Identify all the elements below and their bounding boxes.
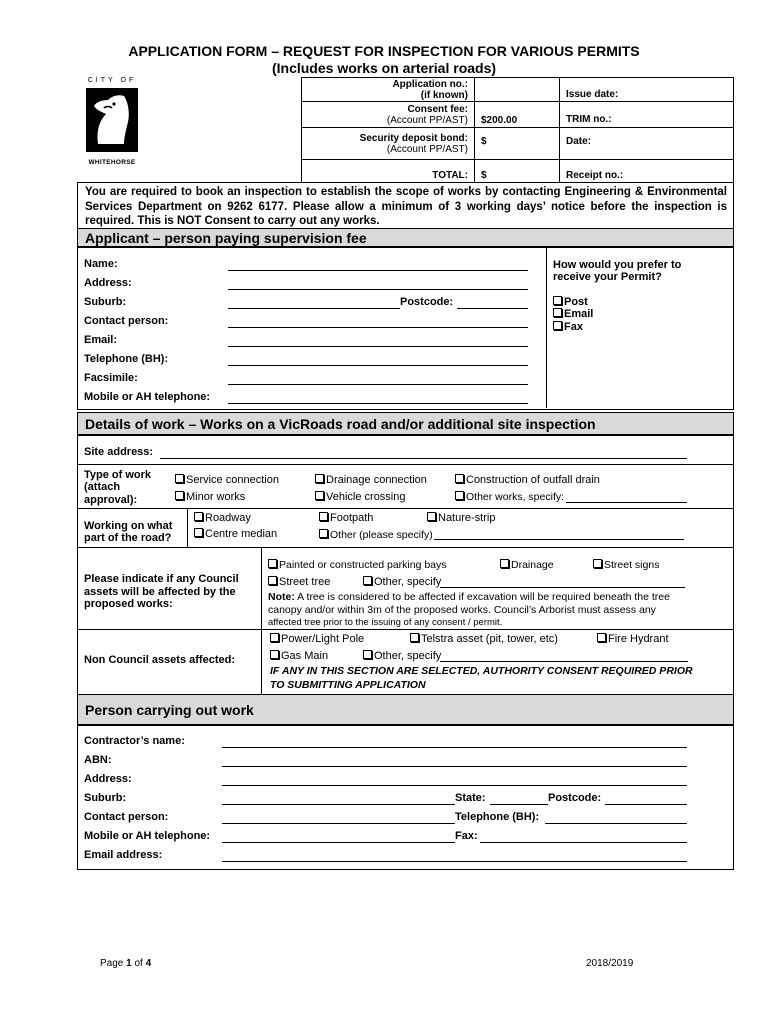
contractor-email-label: Email address: bbox=[84, 849, 163, 861]
other-works-field[interactable] bbox=[566, 502, 687, 503]
applicant-heading-bar bbox=[77, 228, 734, 248]
type-label-2: (attach bbox=[84, 481, 121, 493]
contractor-address-field[interactable] bbox=[222, 785, 687, 786]
telstra-option[interactable]: Telstra asset (pit, tower, etc) bbox=[410, 633, 558, 645]
site-address-field[interactable] bbox=[160, 458, 687, 459]
total-label: TOTAL: bbox=[432, 169, 468, 181]
contractor-postcode-field[interactable] bbox=[605, 804, 687, 805]
road-part-label-1: Working on what bbox=[84, 520, 173, 532]
divider bbox=[78, 508, 733, 509]
type-label-1: Type of work bbox=[84, 469, 152, 481]
notice-text: You are required to book an inspection to establish the scope of works by contacting Engineering & Environmental Services Department on 9262 6177. Please allow a minimum of 3 working days’ notice before the inspection is required. This is NOT Consent to carry out any works. bbox=[85, 186, 727, 227]
receipt-no-label: Receipt no.: bbox=[566, 169, 624, 181]
email-label: Email: bbox=[84, 334, 118, 346]
email-option[interactable] bbox=[553, 308, 593, 320]
council-assets-label-3: proposed works: bbox=[84, 598, 173, 610]
non-council-label: Non Council assets affected: bbox=[84, 654, 235, 666]
post-label: Post bbox=[564, 296, 588, 308]
drainage-connection-option[interactable]: Drainage connection bbox=[315, 474, 427, 486]
fax-label: Fax bbox=[564, 321, 583, 333]
centre-median-option[interactable]: Centre median bbox=[194, 528, 277, 540]
contractor-suburb-label: Suburb: bbox=[84, 792, 127, 804]
footpath-option[interactable]: Footpath bbox=[319, 512, 373, 524]
logo-bottom-text: WHITEHORSE bbox=[88, 159, 136, 166]
tree-note-1: Note: A tree is considered to be affected if excavation will be required beneath the tree bbox=[268, 591, 670, 603]
fax-checkbox[interactable] bbox=[553, 321, 562, 330]
mobile-field[interactable] bbox=[228, 403, 528, 404]
roadway-option[interactable]: Roadway bbox=[194, 512, 251, 524]
parking-bays-option[interactable]: Painted or constructed parking bays bbox=[268, 559, 447, 571]
council-assets-label-2: assets will be affected by the bbox=[84, 586, 236, 598]
contractor-fax-field[interactable] bbox=[480, 842, 687, 843]
type-label-3: approval): bbox=[84, 494, 138, 506]
address-label: Address: bbox=[84, 277, 132, 289]
details-heading-bar bbox=[77, 412, 734, 436]
office-use-table bbox=[301, 77, 734, 183]
form-year: 2018/2019 bbox=[586, 958, 634, 969]
contractor-contact-label: Contact person: bbox=[84, 811, 169, 823]
post-checkbox[interactable] bbox=[553, 296, 562, 305]
email-field[interactable] bbox=[228, 346, 528, 347]
fire-hydrant-option[interactable]: Fire Hydrant bbox=[597, 633, 669, 645]
facsimile-label: Facsimile: bbox=[84, 372, 138, 384]
if-known-label: (if known) bbox=[420, 89, 468, 101]
page-number: Page 1 of 4 bbox=[100, 958, 152, 969]
application-no-label: Application no.: bbox=[392, 78, 468, 90]
power-pole-option[interactable]: Power/Light Pole bbox=[270, 633, 364, 645]
security-bond-label: Security deposit bond: bbox=[359, 132, 468, 144]
applicant-heading: Applicant – person paying supervision fee bbox=[85, 230, 367, 246]
minor-works-option[interactable]: Minor works bbox=[175, 491, 245, 503]
details-heading: Details of work – Works on a VicRoads road and/or additional site inspection bbox=[85, 416, 596, 432]
application-no-field[interactable] bbox=[475, 78, 560, 102]
issue-date-label: Issue date: bbox=[566, 89, 619, 100]
form-subtitle: (Includes works on arterial roads) bbox=[271, 60, 497, 76]
nature-strip-option[interactable]: Nature-strip bbox=[427, 512, 495, 524]
account-label: (Account PP/AST) bbox=[386, 114, 468, 126]
divider bbox=[78, 547, 733, 548]
consent-fee-label: Consent fee: bbox=[407, 103, 468, 115]
address-field[interactable] bbox=[228, 289, 528, 290]
contractor-heading-bar bbox=[77, 694, 734, 726]
total-dollar: $ bbox=[481, 169, 487, 181]
abn-label: ABN: bbox=[84, 754, 112, 766]
vehicle-crossing-option[interactable]: Vehicle crossing bbox=[315, 491, 406, 503]
contact-person-label: Contact person: bbox=[84, 315, 169, 327]
contractor-telephone-field[interactable] bbox=[545, 823, 687, 824]
contractor-name-field[interactable] bbox=[222, 747, 687, 748]
service-connection-option[interactable]: Service connection bbox=[175, 474, 279, 486]
tree-note-3: affected tree prior to the issuing of any consent / permit. bbox=[268, 617, 503, 628]
drainage-option[interactable]: Drainage bbox=[500, 559, 554, 571]
other-council-field[interactable] bbox=[440, 587, 685, 588]
fax-option[interactable] bbox=[553, 321, 583, 333]
permit-question-2: receive your Permit? bbox=[553, 271, 662, 283]
contractor-contact-field[interactable] bbox=[222, 823, 455, 824]
contractor-postcode-label: Postcode: bbox=[548, 792, 602, 804]
divider bbox=[261, 548, 262, 694]
other-non-council-field[interactable] bbox=[440, 661, 688, 662]
outfall-drain-option[interactable]: Construction of outfall drain bbox=[455, 474, 600, 486]
divider bbox=[78, 629, 733, 630]
street-signs-option[interactable]: Street signs bbox=[593, 559, 659, 571]
contractor-address-label: Address: bbox=[84, 773, 132, 785]
road-part-label-2: part of the road? bbox=[84, 532, 172, 544]
other-council-option[interactable]: Other, specify bbox=[363, 576, 441, 588]
contractor-mobile-label: Mobile or AH telephone: bbox=[84, 830, 211, 842]
email-checkbox[interactable] bbox=[553, 308, 562, 317]
logo-top-text: CITY OF bbox=[87, 77, 137, 84]
abn-field[interactable] bbox=[222, 766, 687, 767]
email-option-label: Email bbox=[564, 308, 594, 320]
contractor-mobile-field[interactable] bbox=[222, 842, 455, 843]
contractor-heading: Person carrying out work bbox=[85, 702, 254, 718]
authority-warning-1: IF ANY IN THIS SECTION ARE SELECTED, AUTHORITY CONSENT REQUIRED PRIOR bbox=[270, 665, 693, 677]
postcode-label: Postcode: bbox=[400, 296, 454, 308]
notice-box bbox=[77, 182, 734, 230]
applicant-divider bbox=[546, 247, 547, 408]
contractor-telephone-label: Telephone (BH): bbox=[455, 811, 540, 823]
trim-no-label: TRIM no.: bbox=[566, 114, 612, 125]
contact-person-field[interactable] bbox=[228, 327, 528, 328]
council-assets-label-1: Please indicate if any Council bbox=[84, 573, 239, 585]
suburb-label: Suburb: bbox=[84, 296, 127, 308]
other-road-field[interactable] bbox=[434, 539, 684, 540]
contractor-name-label: Contractor’s name: bbox=[84, 735, 185, 747]
contractor-fax-label: Fax: bbox=[455, 830, 478, 842]
other-non-council-option[interactable]: Other, specify bbox=[363, 650, 441, 662]
mobile-label: Mobile or AH telephone: bbox=[84, 391, 211, 403]
name-field[interactable] bbox=[228, 270, 528, 271]
other-works-option[interactable]: Other works, specify: bbox=[455, 491, 564, 503]
horse-head-icon bbox=[84, 84, 140, 156]
site-address-label: Site address: bbox=[84, 446, 154, 458]
council-logo bbox=[84, 77, 140, 175]
authority-warning-2: TO SUBMITTING APPLICATION bbox=[270, 679, 426, 691]
street-tree-option[interactable]: Street tree bbox=[268, 576, 330, 588]
suburb-field[interactable] bbox=[228, 308, 400, 309]
consent-fee-value: $200.00 bbox=[481, 115, 518, 126]
permit-question-1: How would you prefer to bbox=[553, 259, 682, 271]
telephone-label: Telephone (BH): bbox=[84, 353, 169, 365]
divider bbox=[187, 509, 188, 547]
contractor-email-field[interactable] bbox=[222, 861, 687, 862]
state-field[interactable] bbox=[490, 804, 548, 805]
bond-dollar: $ bbox=[481, 136, 487, 147]
name-label: Name: bbox=[84, 258, 118, 270]
postcode-field[interactable] bbox=[457, 308, 528, 309]
post-option[interactable] bbox=[553, 296, 588, 308]
divider bbox=[78, 464, 733, 465]
telephone-field[interactable] bbox=[228, 365, 528, 366]
facsimile-field[interactable] bbox=[228, 384, 528, 385]
tree-note-2: canopy and/or within 3m of the proposed works. Council’s Arborist must assess any bbox=[268, 604, 656, 616]
other-road-option[interactable]: Other (please specify) bbox=[319, 529, 433, 541]
form-title: APPLICATION FORM – REQUEST FOR INSPECTION FOR VARIOUS PERMITS bbox=[128, 43, 640, 59]
gas-main-option[interactable]: Gas Main bbox=[270, 650, 328, 662]
account-label-2: (Account PP/AST) bbox=[386, 143, 468, 155]
state-label: State: bbox=[455, 792, 486, 804]
date-label: Date: bbox=[566, 136, 592, 147]
contractor-suburb-field[interactable] bbox=[222, 804, 455, 805]
